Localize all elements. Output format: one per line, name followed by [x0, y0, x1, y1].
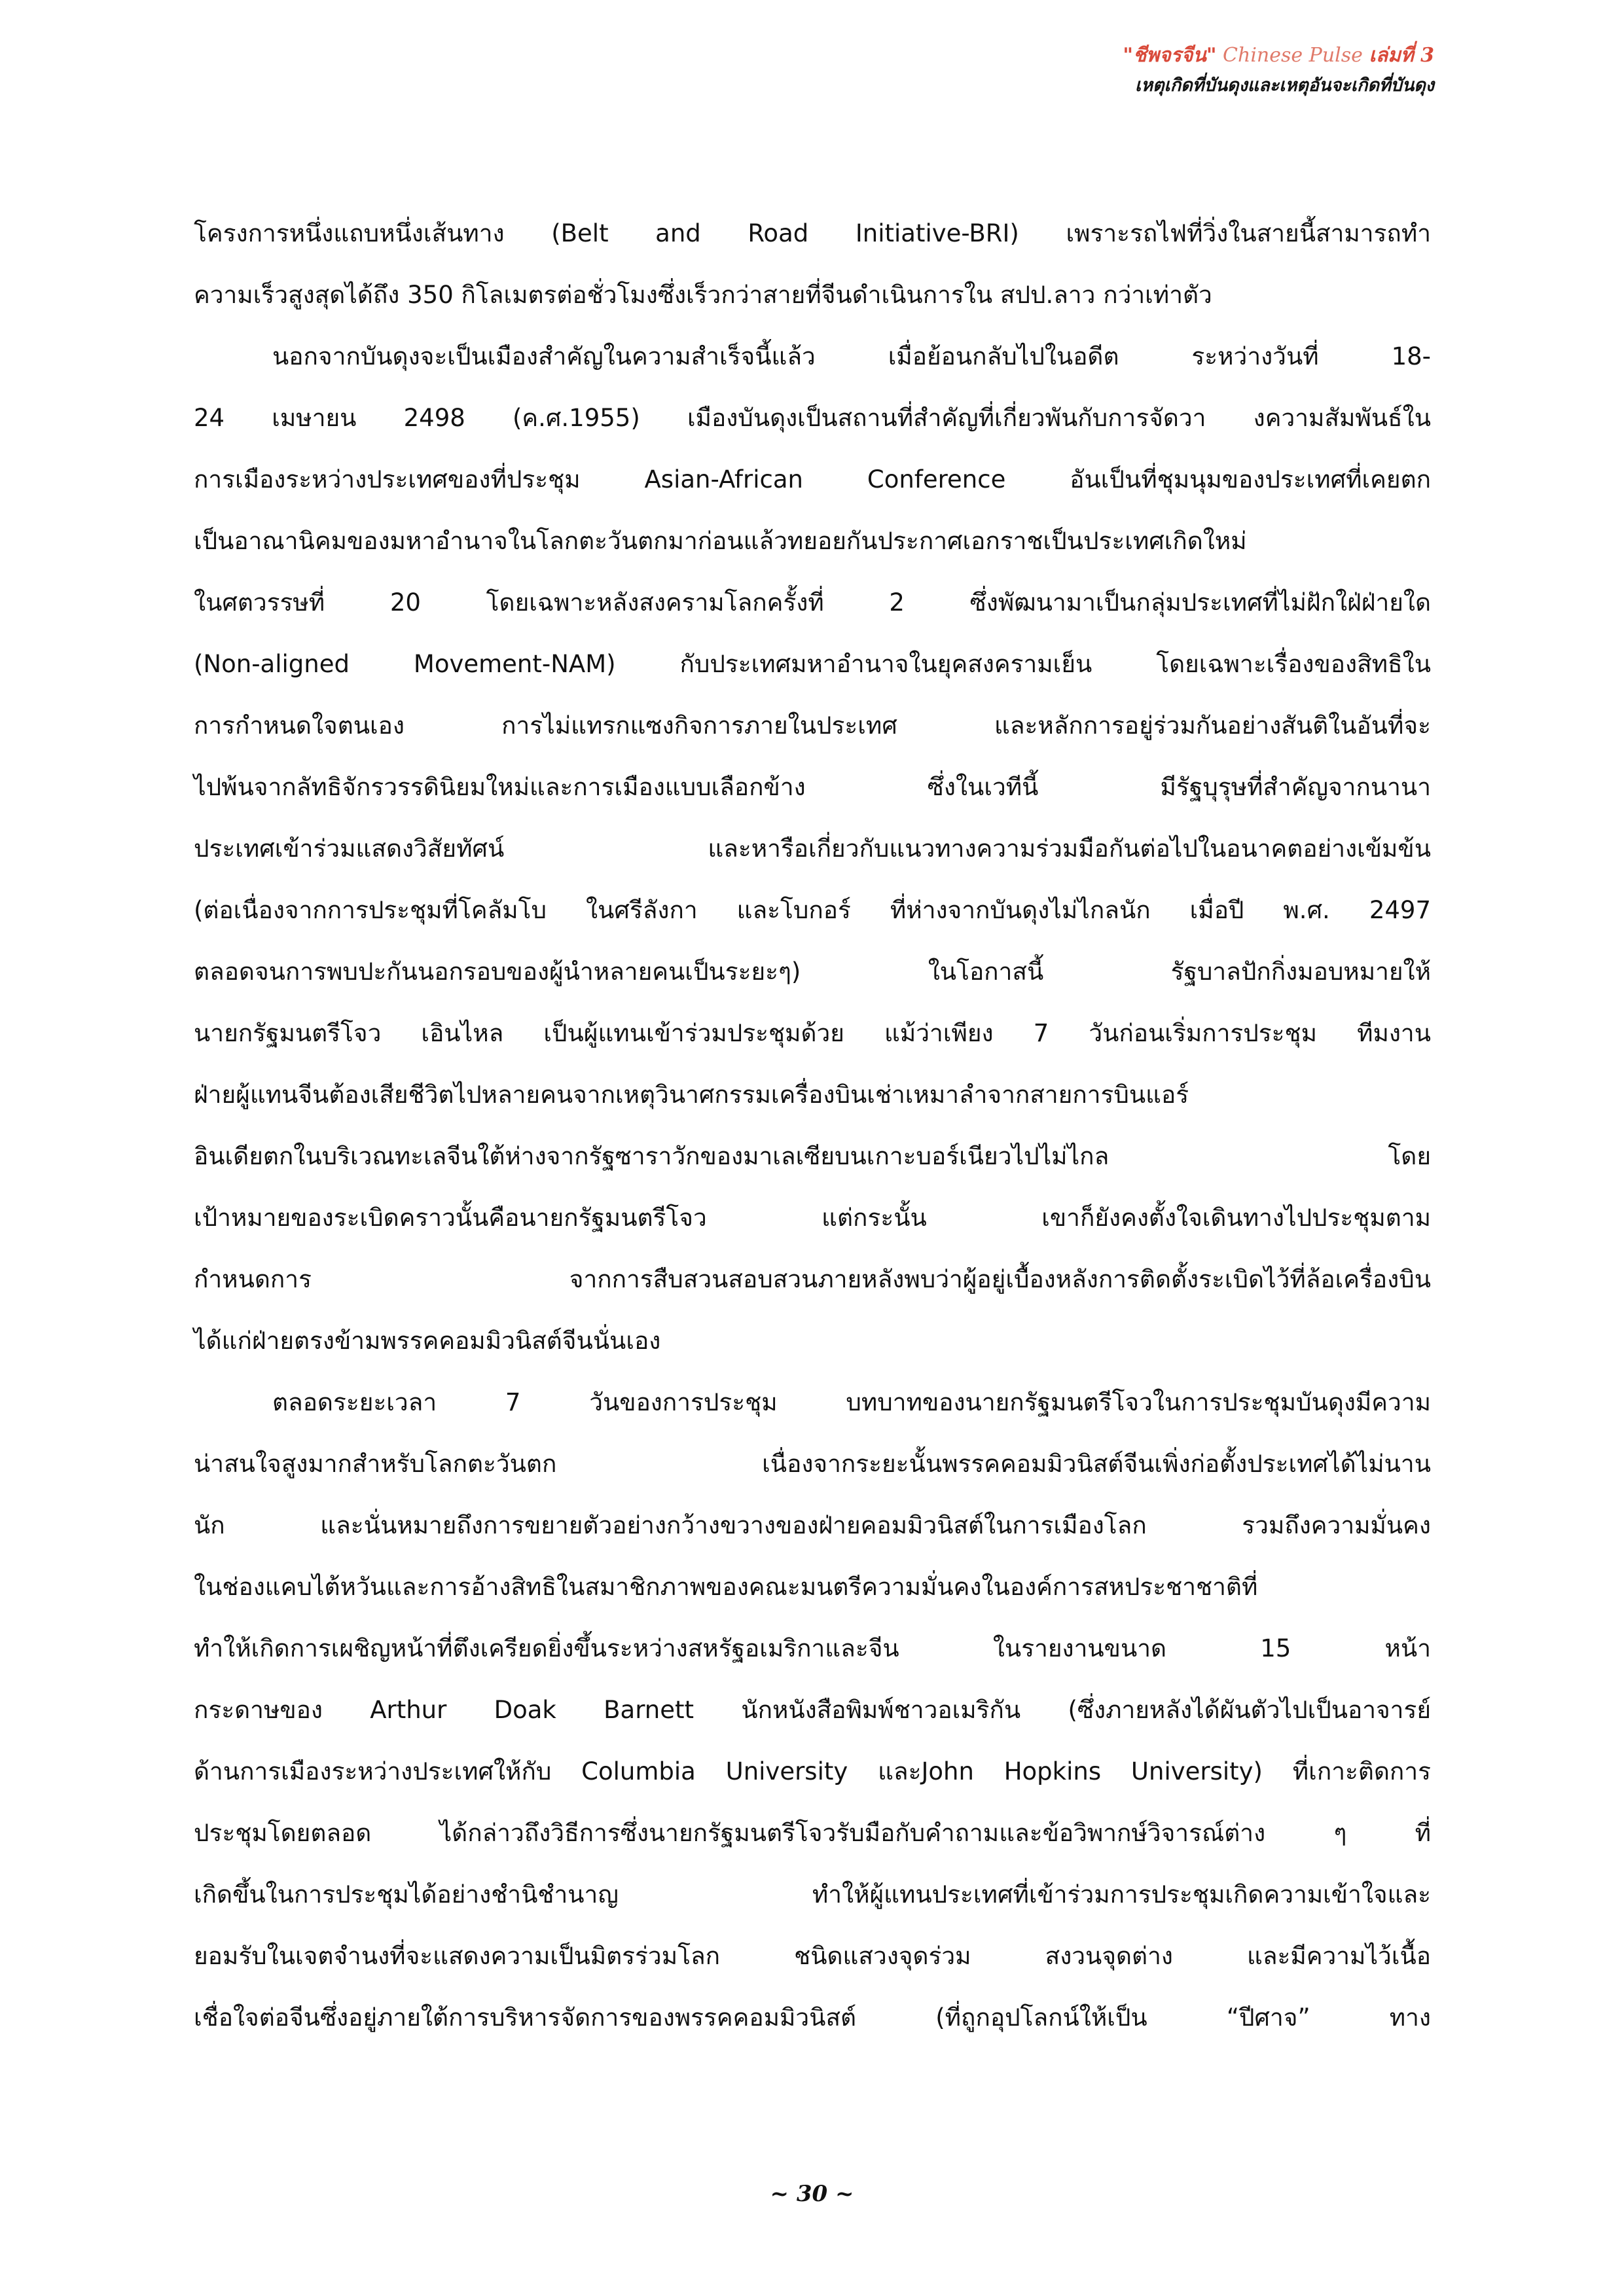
text-line: (ต่อเนื่องจากการประชุมที่โคลัมโบ ในศรีลังกา และโบกอร์ ที่ห่างจากบันดุงไม่ไกลนัก เมื่อปี พ.ศ. 2497	[194, 896, 1431, 924]
text-line: นอกจากบันดุงจะเป็นเมืองสำคัญในความสำเร็จนี้แล้ว เมื่อย้อนกลับไปในอดีต ระหว่างวันที่ 18-	[272, 342, 1431, 370]
text-line: โครงการหนึ่งแถบหนึ่งเส้นทาง (Belt and Road Initiative-BRI) เพราะรถไฟที่วิ่งในสายนี้สามารถทำ	[194, 219, 1431, 247]
text-line: ได้แก่ฝ่ายตรงข้ามพรรคคอมมิวนิสต์จีนนั่นเอง	[194, 1327, 661, 1355]
text-line: 24 เมษายน 2498 (ค.ศ.1955) เมืองบันดุงเป็นสถานที่สำคัญที่เกี่ยวพันกับการจัดวา งความสัมพันธ์ใน	[194, 404, 1431, 432]
text-line: อินเดียตกในบริเวณทะเลจีนใต้ห่างจากรัฐซาราวักของมาเลเซียบนเกาะบอร์เนียวไปไม่ไกล โดย	[194, 1142, 1431, 1170]
text-line: นายกรัฐมนตรีโจว เอินไหล เป็นผู้แทนเข้าร่วมประชุมด้วย แม้ว่าเพียง 7 วันก่อนเริ่มการประชุม ทีมงาน	[194, 1019, 1431, 1047]
text-line: ยอมรับในเจตจำนงที่จะแสดงความเป็นมิตรร่วมโลก ชนิดแสวงจุดร่วม สงวนจุดต่าง และมีความไว้เนื้อ	[194, 1942, 1431, 1970]
text-line: ตลอดระยะเวลา 7 วันของการประชุม บทบาทของนายกรัฐมนตรีโจวในการประชุมบันดุงมีความ	[272, 1388, 1431, 1416]
text-line: เกิดขึ้นในการประชุมได้อย่างชำนิชำนาญ ทำให้ผู้แทนประเทศที่เข้าร่วมการประชุมเกิดความเข้าใจและ	[194, 1880, 1431, 1909]
text-line: ด้านการเมืองระหว่างประเทศให้กับ Columbia University และJohn Hopkins University) ที่เกาะติดการ	[194, 1757, 1431, 1785]
text-line: ไปพ้นจากลัทธิจักรวรรดินิยมใหม่และการเมืองแบบเลือกข้าง ซึ่งในเวทีนี้ มีรัฐบุรุษที่สำคัญจากนานา	[194, 773, 1431, 801]
text-line: น่าสนใจสูงมากสำหรับโลกตะวันตก เนื่องจากระยะนั้นพรรคคอมมิวนิสต์จีนเพิ่งก่อตั้งประเทศได้ไม่นาน	[194, 1450, 1431, 1478]
text-line: กระดาษของ Arthur Doak Barnett นักหนังสือพิมพ์ชาวอเมริกัน (ซึ่งภายหลังได้ผันตัวไปเป็นอาจารย์	[194, 1696, 1431, 1724]
text-line: ทำให้เกิดการเผชิญหน้าที่ตึงเครียดยิ่งขึ้นระหว่างสหรัฐอเมริกาและจีน ในรายงานขนาด 15 หน้า	[194, 1634, 1431, 1662]
text-line: เป็นอาณานิคมของมหาอำนาจในโลกตะวันตกมาก่อนแล้วทยอยกันประกาศเอกราชเป็นประเทศเกิดใหม่	[194, 527, 1247, 555]
text-line: การกำหนดใจตนเอง การไม่แทรกแซงกิจการภายในประเทศ และหลักการอยู่ร่วมกันอย่างสันติในอันที่จะ	[194, 711, 1431, 740]
header-volume: เล่มที่ 3	[1369, 44, 1434, 67]
text-line: การเมืองระหว่างประเทศของที่ประชุม Asian-African Conference อันเป็นที่ชุมนุมของประเทศที่เคยตก	[194, 465, 1431, 493]
page-number: ~ 30 ~	[770, 2181, 854, 2207]
text-line: เป้าหมายของระเบิดคราวนั้นคือนายกรัฐมนตรีโจว แต่กระนั้น เขาก็ยังคงตั้งใจเดินทางไปประชุมตาม	[194, 1204, 1431, 1232]
body-text	[194, 203, 1431, 2049]
text-line: ประชุมโดยตลอด ได้กล่าวถึงวิธีการซึ่งนายกรัฐมนตรีโจวรับมือกับคำถามและข้อวิพากษ์วิจารณ์ต่าง ๆ ที่	[194, 1819, 1431, 1847]
text-line: นัก และนั่นหมายถึงการขยายตัวอย่างกว้างขวางของฝ่ายคอมมิวนิสต์ในการเมืองโลก รวมถึงความมั่นคง	[194, 1511, 1431, 1539]
text-line: ความเร็วสูงสุดได้ถึง 350 กิโลเมตรต่อชั่วโมงซึ่งเร็วกว่าสายที่จีนดำเนินการใน สปป.ลาว กว่าเท่าตัว	[194, 281, 1212, 309]
text-line: (Non-aligned Movement-NAM) กับประเทศมหาอำนาจในยุคสงครามเย็น โดยเฉพาะเรื่องของสิทธิใน	[194, 650, 1431, 678]
text-line: เชื่อใจต่อจีนซึ่งอยู่ภายใต้การบริหารจัดการของพรรคคอมมิวนิสต์ (ที่ถูกอุปโลกน์ให้เป็น “ปีศาจ” ทาง	[194, 2003, 1431, 2032]
header-brand: "ชีพจรจีน"	[1123, 44, 1217, 67]
text-line: ฝ่ายผู้แทนจีนต้องเสียชีวิตไปหลายคนจากเหตุวินาศกรรมเครื่องบินเช่าเหมาลำจากสายการบินแอร์	[194, 1081, 1189, 1109]
header-chapter-title: เหตุเกิดที่บันดุงและเหตุอันจะเกิดที่บันดุง	[1134, 75, 1434, 96]
text-line: ในช่องแคบไต้หวันและการอ้างสิทธิในสมาชิกภาพของคณะมนตรีความมั่นคงในองค์การสหประชาชาติที่	[194, 1573, 1258, 1601]
text-line: ประเทศเข้าร่วมแสดงวิสัยทัศน์ และหารือเกี่ยวกับแนวทางความร่วมมือกันต่อไปในอนาคตอย่างเข้มข้น	[194, 834, 1431, 863]
header-subtitle: Chinese Pulse	[1223, 44, 1363, 67]
text-line: ตลอดจนการพบปะกันนอกรอบของผู้นำหลายคนเป็นระยะๆ) ในโอกาสนี้ รัฐบาลปักกิ่งมอบหมายให้	[194, 958, 1431, 986]
header-title	[1123, 41, 1434, 71]
text-line: ในศตวรรษที่ 20 โดยเฉพาะหลังสงครามโลกครั้งที่ 2 ซึ่งพัฒนามาเป็นกลุ่มประเทศที่ไม่ฝักใฝ่ฝ่ายใด	[194, 588, 1431, 617]
running-header	[1123, 41, 1434, 101]
text-line: กำหนดการ จากการสืบสวนสอบสวนภายหลังพบว่าผู้อยู่เบื้องหลังการติดตั้งระเบิดไว้ที่ล้อเครื่องบิน	[194, 1265, 1431, 1293]
